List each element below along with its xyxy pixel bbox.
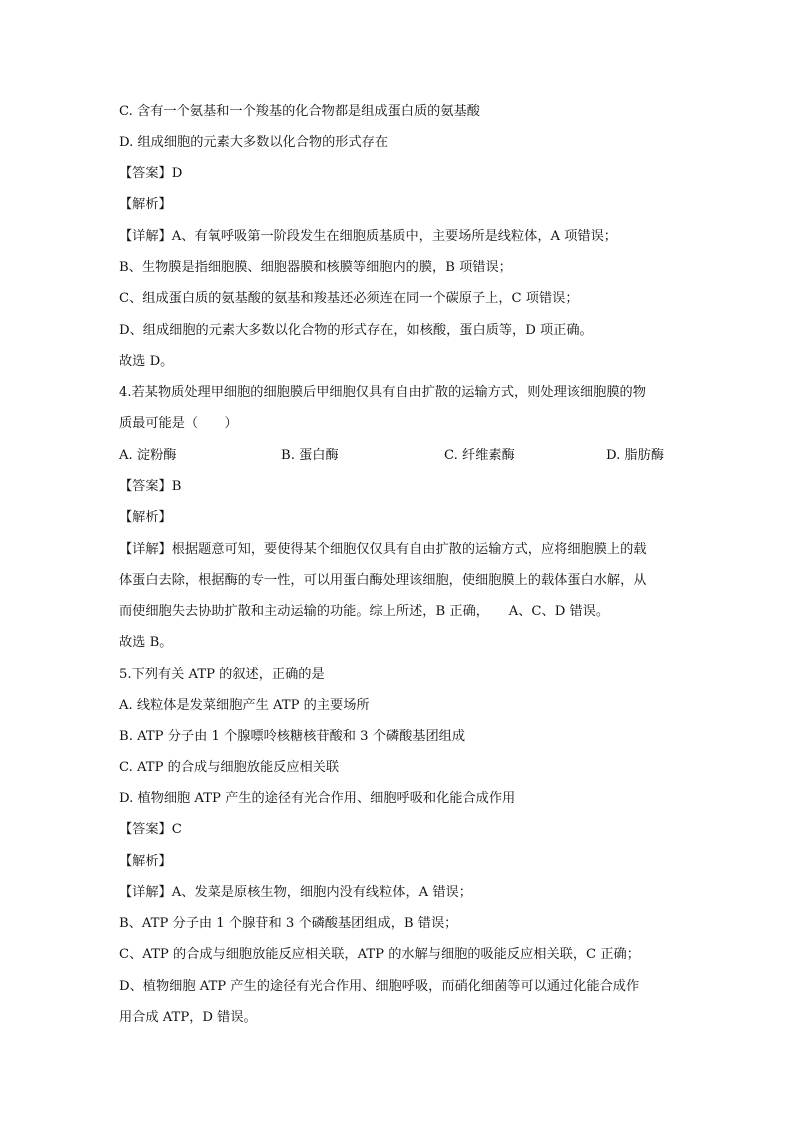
- q3-answer: 【答案】D: [119, 166, 183, 181]
- q4-option-b: B. 蛋白酶: [281, 448, 339, 463]
- q4-detail-line: 体蛋白去除，根据酶的专一性，可以用蛋白酶处理该细胞，使细胞膜上的载体蛋白水解，从: [119, 573, 647, 588]
- q4-option-a: A. 淀粉酶: [119, 448, 177, 463]
- q5-detail-line: C、ATP 的合成与细胞放能反应相关联，ATP 的水解与细胞的吸能反应相关联，C 正确；: [119, 947, 640, 962]
- q4-option-d: D. 脂肪酶: [606, 448, 665, 463]
- q5-answer: 【答案】C: [119, 822, 182, 837]
- q4-detail-line: 而使细胞失去协助扩散和主动运输的功能。综上所述，B 正确， A、C、D 错误。: [119, 604, 610, 619]
- q4-detail-line: 【详解】根据题意可知，要使得某个细胞仅仅具有自由扩散的运输方式，应将细胞膜上的载: [119, 542, 647, 557]
- q3-detail-line: 【详解】A、有氧呼吸第一阶段发生在细胞质基质中，主要场所是线粒体，A 项错误；: [119, 229, 617, 244]
- q3-conclusion: 故选 D。: [119, 354, 174, 369]
- q5-detail-line: 【详解】A、发菜是原核生物，细胞内没有线粒体，A 错误；: [119, 885, 472, 900]
- q5-detail-line: 用合成 ATP，D 错误。: [119, 1010, 257, 1025]
- q3-option-d: D. 组成细胞的元素大多数以化合物的形式存在: [119, 135, 389, 150]
- q5-option-b: B. ATP 分子由 1 个腺嘌呤核糖核苷酸和 3 个磷酸基团组成: [119, 729, 466, 744]
- q4-answer: 【答案】B: [119, 479, 182, 494]
- q3-detail-line: B、生物膜是指细胞膜、细胞器膜和核膜等细胞内的膜，B 项错误；: [119, 260, 512, 275]
- q4-conclusion: 故选 B。: [119, 635, 173, 650]
- q5-detail-line: D、植物细胞 ATP 产生的途径有光合作用、细胞呼吸，而硝化细菌等可以通过化能合成作: [119, 979, 640, 994]
- q3-detail-line: C、组成蛋白质的氨基酸的氨基和羧基还必须连在同一个碳原子上，C 项错误；: [119, 291, 579, 306]
- q5-analysis-heading: 【解析】: [119, 854, 172, 869]
- q5-option-d: D. 植物细胞 ATP 产生的途径有光合作用、细胞呼吸和化能合成作用: [119, 791, 516, 806]
- q4-stem-line-2: 质最可能是（ ）: [119, 416, 238, 431]
- q3-analysis-heading: 【解析】: [119, 197, 172, 212]
- q4-analysis-heading: 【解析】: [119, 510, 172, 525]
- q5-option-a: A. 线粒体是发菜细胞产生 ATP 的主要场所: [119, 698, 370, 713]
- q5-option-c: C. ATP 的合成与细胞放能反应相关联: [119, 760, 340, 775]
- q5-detail-line: B、ATP 分子由 1 个腺苷和 3 个磷酸基团组成，B 错误；: [119, 916, 458, 931]
- q4-stem-line-1: 4.若某物质处理甲细胞的细胞膜后甲细胞仅具有自由扩散的运输方式，则处理该细胞膜的物: [119, 385, 646, 400]
- q5-stem: 5.下列有关 ATP 的叙述，正确的是: [119, 667, 325, 682]
- q4-option-c: C. 纤维素酶: [444, 448, 515, 463]
- q3-detail-line: D、组成细胞的元素大多数以化合物的形式存在，如核酸，蛋白质等，D 项正确。: [119, 323, 593, 338]
- q3-option-c: C. 含有一个氨基和一个羧基的化合物都是组成蛋白质的氨基酸: [119, 104, 480, 119]
